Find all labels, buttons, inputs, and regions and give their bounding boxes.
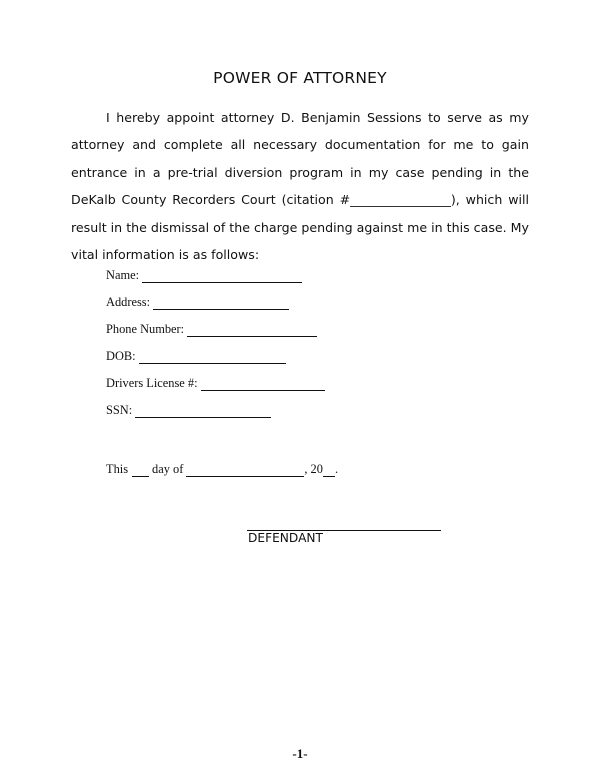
drivers-license-blank[interactable] (201, 378, 325, 391)
ssn-field[interactable] (106, 403, 271, 418)
date-line (106, 462, 338, 477)
name-label: Name: (106, 268, 140, 282)
year-prefix: , 20 (304, 462, 323, 476)
date-prefix: This (106, 462, 129, 476)
ssn-label: SSN: (106, 403, 133, 417)
year-blank[interactable] (323, 464, 335, 477)
drivers-license-field[interactable] (106, 376, 325, 391)
phone-label: Phone Number: (106, 322, 185, 336)
ssn-blank[interactable] (135, 405, 271, 418)
dob-blank[interactable] (139, 351, 286, 364)
document-title: POWER OF ATTORNEY (213, 69, 387, 87)
phone-field[interactable] (106, 322, 317, 337)
body-paragraph-text: I hereby appoint attorney D. Benjamin Sessions to serve as my attorney and complete all necessary documentation for me to gain entrance in a pre-trial diversion program in my case pending in the DeKalb County Recorders Court (citation #________________), which will result in the dismissal of the charge pending against me in this case. My vital information is as follows: (71, 110, 529, 263)
page-number: -1- (292, 746, 308, 761)
date-suffix: . (334, 462, 339, 476)
name-blank[interactable] (142, 270, 302, 283)
address-field[interactable] (106, 295, 289, 310)
dob-field[interactable] (106, 349, 286, 364)
day-of-text: day of (152, 462, 184, 476)
day-blank[interactable] (132, 464, 149, 477)
dob-label: DOB: (106, 349, 136, 363)
month-blank[interactable] (186, 464, 304, 477)
name-field[interactable] (106, 268, 302, 283)
address-blank[interactable] (153, 297, 289, 310)
phone-blank[interactable] (187, 324, 317, 337)
signature-label: DEFENDANT (248, 531, 323, 545)
address-label: Address: (106, 295, 151, 309)
drivers-license-label: Drivers License #: (106, 376, 198, 390)
body-paragraph (71, 104, 529, 268)
